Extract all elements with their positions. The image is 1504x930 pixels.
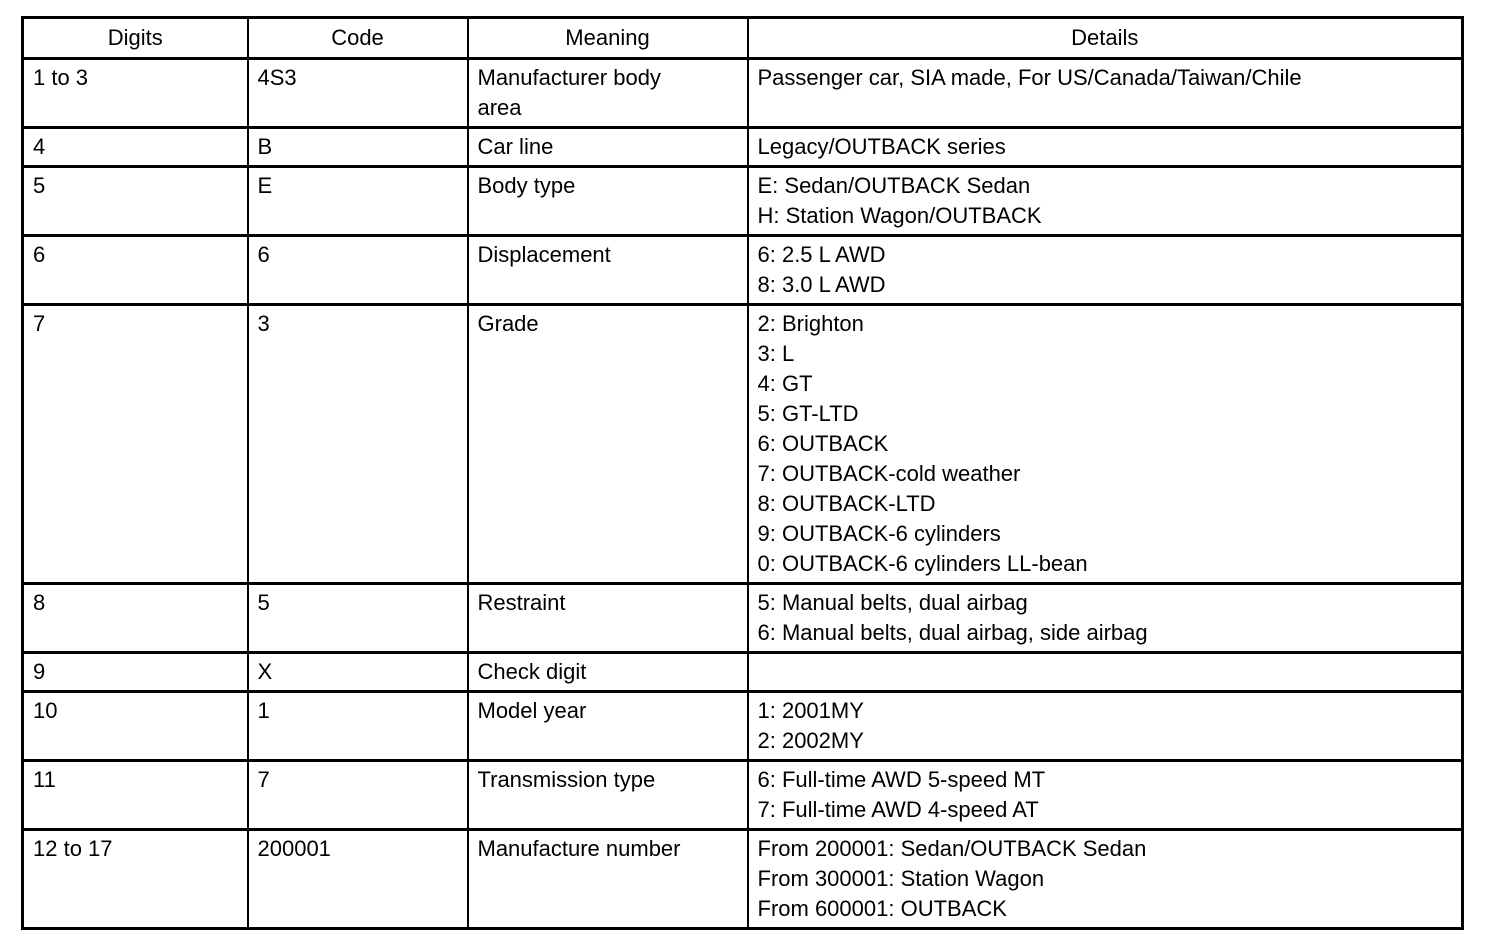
cell-meaning xyxy=(468,167,748,236)
cell-code: 5 xyxy=(248,584,468,653)
cell-digits: 9 xyxy=(23,653,248,692)
cell-meaning xyxy=(468,830,748,929)
detail-line: From 200001: Sedan/OUTBACK Sedan xyxy=(757,836,1147,861)
cell-meaning xyxy=(468,692,748,761)
cell-details xyxy=(748,830,1463,929)
cell-code: X xyxy=(248,653,468,692)
cell-details xyxy=(748,128,1463,167)
detail-line: 5: Manual belts, dual airbag xyxy=(757,590,1028,615)
cell-digits: 12 to 17 xyxy=(23,830,248,929)
cell-meaning xyxy=(468,59,748,128)
cell-code: 1 xyxy=(248,692,468,761)
table-row xyxy=(23,692,1463,761)
meaning-line: Manufacture number xyxy=(477,836,681,861)
table-row xyxy=(23,236,1463,305)
detail-line: 7: OUTBACK-cold weather xyxy=(757,461,1021,486)
table-row xyxy=(23,167,1463,236)
table-row xyxy=(23,128,1463,167)
detail-line: 7: Full-time AWD 4-speed AT xyxy=(757,797,1039,822)
cell-code: 200001 xyxy=(248,830,468,929)
cell-details xyxy=(748,305,1463,584)
detail-line: 9: OUTBACK-6 cylinders xyxy=(757,521,1001,546)
cell-digits: 5 xyxy=(23,167,248,236)
table-row xyxy=(23,830,1463,929)
meaning-line: Transmission type xyxy=(477,767,656,792)
detail-line: 6: OUTBACK xyxy=(757,431,889,456)
cell-meaning xyxy=(468,584,748,653)
meaning-line: Body type xyxy=(477,173,576,198)
table-row xyxy=(23,305,1463,584)
cell-code: B xyxy=(248,128,468,167)
cell-digits: 11 xyxy=(23,761,248,830)
detail-line: From 300001: Station Wagon xyxy=(757,866,1045,891)
cell-code: E xyxy=(248,167,468,236)
cell-code: 3 xyxy=(248,305,468,584)
meaning-line: Model year xyxy=(477,698,587,723)
header-details: Details xyxy=(748,18,1463,59)
header-meaning: Meaning xyxy=(468,18,748,59)
cell-digits: 7 xyxy=(23,305,248,584)
detail-line: 2: Brighton xyxy=(757,311,864,336)
meaning-line: Manufacturer body xyxy=(477,65,661,90)
cell-meaning xyxy=(468,653,748,692)
table-row xyxy=(23,59,1463,128)
detail-line: E: Sedan/OUTBACK Sedan xyxy=(757,173,1031,198)
cell-meaning xyxy=(468,128,748,167)
cell-digits: 8 xyxy=(23,584,248,653)
cell-digits: 6 xyxy=(23,236,248,305)
cell-details xyxy=(748,692,1463,761)
meaning-line: area xyxy=(477,95,522,120)
detail-line: H: Station Wagon/OUTBACK xyxy=(757,203,1042,228)
cell-details xyxy=(748,653,1463,692)
detail-line: From 600001: OUTBACK xyxy=(757,896,1007,921)
vin-code-table xyxy=(21,16,1464,930)
detail-line: 1: 2001MY xyxy=(757,698,864,723)
detail-line: 8: OUTBACK-LTD xyxy=(757,491,936,516)
cell-meaning xyxy=(468,305,748,584)
cell-digits: 4 xyxy=(23,128,248,167)
cell-digits: 1 to 3 xyxy=(23,59,248,128)
cell-details xyxy=(748,584,1463,653)
table-row xyxy=(23,761,1463,830)
detail-line: 4: GT xyxy=(757,371,813,396)
meaning-line: Restraint xyxy=(477,590,566,615)
detail-line: Legacy/OUTBACK series xyxy=(757,134,1006,159)
header-digits: Digits xyxy=(23,18,248,59)
table-body xyxy=(23,59,1463,929)
header-row xyxy=(23,18,1463,59)
detail-line: 6: 2.5 L AWD xyxy=(757,242,886,267)
detail-line: 3: L xyxy=(757,341,795,366)
cell-code: 4S3 xyxy=(248,59,468,128)
detail-line: Passenger car, SIA made, For US/Canada/Taiwan/Chile xyxy=(757,65,1302,90)
cell-code: 6 xyxy=(248,236,468,305)
cell-digits: 10 xyxy=(23,692,248,761)
cell-code: 7 xyxy=(248,761,468,830)
detail-line: 6: Manual belts, dual airbag, side airbag xyxy=(757,620,1148,645)
detail-line: 6: Full-time AWD 5-speed MT xyxy=(757,767,1046,792)
meaning-line: Displacement xyxy=(477,242,611,267)
detail-line: 0: OUTBACK-6 cylinders LL-bean xyxy=(757,551,1088,576)
detail-line: 2: 2002MY xyxy=(757,728,864,753)
cell-details xyxy=(748,59,1463,128)
meaning-line: Grade xyxy=(477,311,539,336)
cell-meaning xyxy=(468,236,748,305)
table-row xyxy=(23,584,1463,653)
meaning-line: Check digit xyxy=(477,659,587,684)
detail-line: 5: GT-LTD xyxy=(757,401,859,426)
cell-details xyxy=(748,236,1463,305)
meaning-line: Car line xyxy=(477,134,554,159)
header-code: Code xyxy=(248,18,468,59)
table-row xyxy=(23,653,1463,692)
cell-details xyxy=(748,761,1463,830)
cell-meaning xyxy=(468,761,748,830)
cell-details xyxy=(748,167,1463,236)
detail-line: 8: 3.0 L AWD xyxy=(757,272,886,297)
